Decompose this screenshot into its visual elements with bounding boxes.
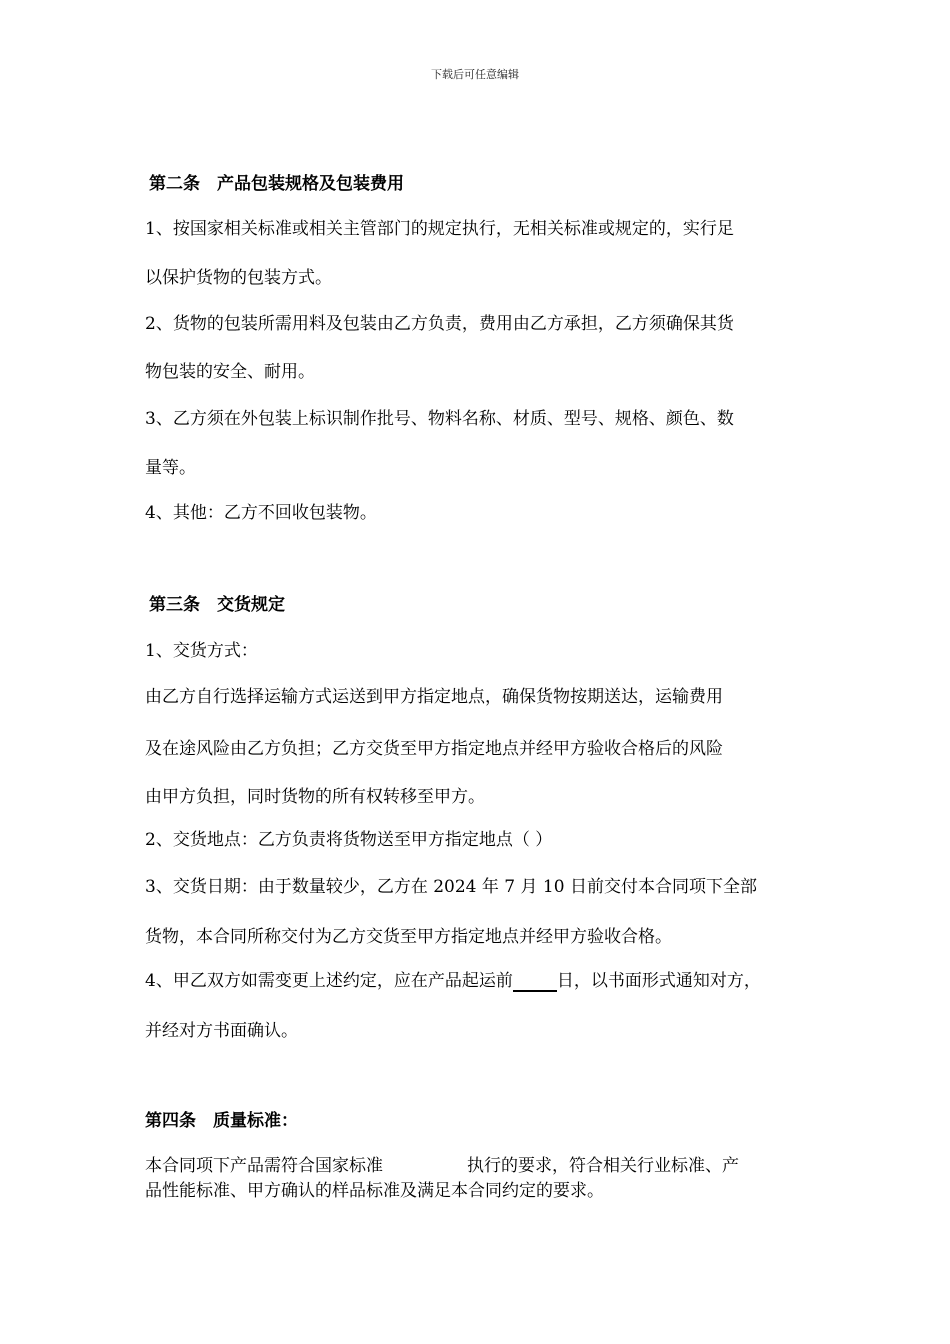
section-4-line-2: 品性能标准、甲方确认的样品标准及满足本合同约定的要求。 <box>145 1181 604 1201</box>
section-2-line-5: 3、乙方须在外包装上标识制作批号、物料名称、材质、型号、规格、颜色、数 <box>145 409 734 429</box>
section-3-item-4 <box>145 970 761 992</box>
section-2-line-1: 1、按国家相关标准或相关主管部门的规定执行，无相关标准或规定的，实行足 <box>145 219 734 239</box>
section-3-line-4: 由甲方负担，同时货物的所有权转移至甲方。 <box>145 787 485 807</box>
section-3-item-4-line-2: 并经对方书面确认。 <box>145 1021 298 1041</box>
section-4-title: 第四条 质量标准： <box>145 1111 298 1131</box>
section-3-line-5: 2、交货地点：乙方负责将货物送至甲方指定地点（ ） <box>145 830 553 850</box>
section-2-line-4: 物包装的安全、耐用。 <box>145 362 315 382</box>
section-4-line-1 <box>145 1155 739 1177</box>
section-2-title: 第二条 产品包装规格及包装费用 <box>149 174 404 194</box>
section-3-title: 第三条 交货规定 <box>149 595 285 615</box>
section-3-line-1: 1、交货方式： <box>145 641 258 661</box>
section-3-line-3: 及在途风险由乙方负担；乙方交货至甲方指定地点并经甲方验收合格后的风险 <box>145 739 723 759</box>
section-4-line-1-before: 本合同项下产品需符合国家标准 <box>145 1156 383 1176</box>
section-3-line-6: 3、交货日期：由于数量较少，乙方在 2024 年 7 月 10 日前交付本合同项下全部 <box>145 877 757 897</box>
fill-in-blank <box>513 960 557 992</box>
section-2-line-2: 以保护货物的包装方式。 <box>145 268 332 288</box>
section-2-line-6: 量等。 <box>145 458 196 478</box>
page-header: 下载后可任意编辑 <box>431 68 519 81</box>
section-4-line-1-after: 执行的要求，符合相关行业标准、产 <box>467 1156 739 1176</box>
section-3-line-7: 货物，本合同所称交付为乙方交货至甲方指定地点并经甲方验收合格。 <box>145 927 672 947</box>
section-3-line-2: 由乙方自行选择运输方式运送到甲方指定地点，确保货物按期送达，运输费用 <box>145 687 723 707</box>
section-3-item-4-before: 4、甲乙双方如需变更上述约定，应在产品起运前 <box>145 971 513 991</box>
section-3-item-4-after: 日，以书面形式通知对方， <box>556 971 761 991</box>
section-2-line-7: 4、其他：乙方不回收包装物。 <box>145 503 377 523</box>
section-2-line-3: 2、货物的包装所需用料及包装由乙方负责，费用由乙方承担，乙方须确保其货 <box>145 314 734 334</box>
